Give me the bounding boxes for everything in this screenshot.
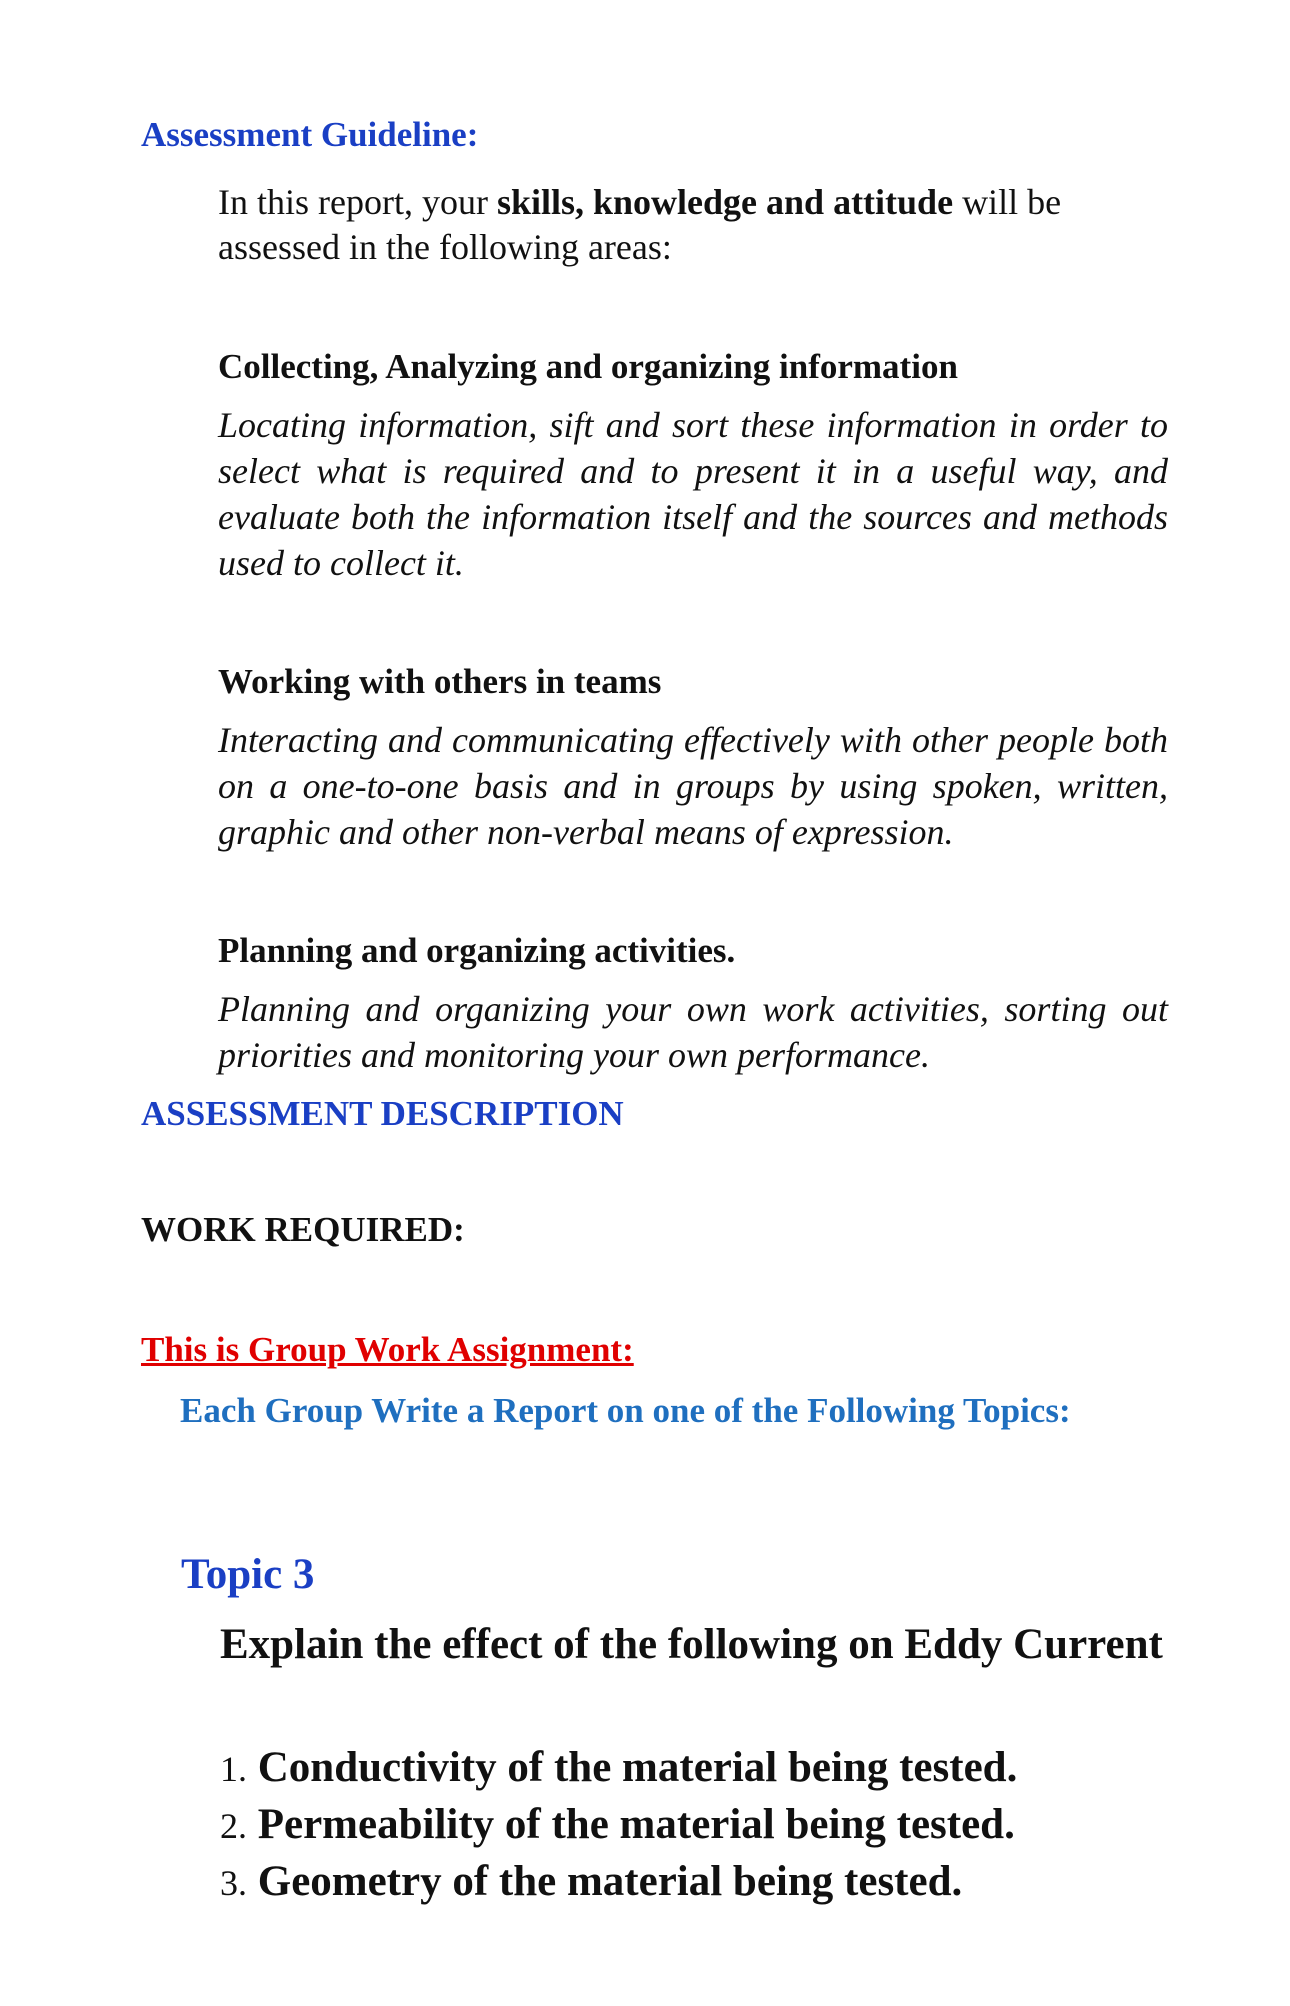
assessment-description-heading: ASSESSMENT DESCRIPTION [141, 1094, 624, 1133]
topic-list-item [220, 1854, 1017, 1911]
intro-text-start: In this report, your [218, 182, 497, 222]
topic-item-list [220, 1740, 1017, 1911]
work-required-heading: WORK REQUIRED: [141, 1210, 465, 1249]
list-item-number: 3. [220, 1863, 247, 1903]
area-description-collecting: Locating information, sift and sort these information in order to select what is required and to present it in a useful way, and evaluate both the information itself and the sources and methods used to collect it. [218, 405, 1168, 583]
group-work-heading: This is Group Work Assignment: [141, 1330, 634, 1369]
list-item-text: Permeability of the material being tested. [257, 1801, 1015, 1848]
area-description-planning: Planning and organizing your own work activities, sorting out priorities and monitoring your own performance. [218, 989, 1168, 1075]
intro-bold-text: skills, knowledge and attitude [496, 182, 954, 222]
intro-text-end: will be assessed in the following areas: [218, 182, 1062, 267]
area-title-planning: Planning and organizing activities. [218, 931, 736, 970]
list-item-number: 2. [220, 1806, 247, 1846]
guideline-intro [218, 180, 1168, 270]
topic-list-item [220, 1740, 1017, 1797]
area-title-teamwork: Working with others in teams [218, 662, 662, 701]
topics-note: Each Group Write a Report on one of the Following Topics: [180, 1391, 1071, 1430]
topic-question: Explain the effect of the following on Eddy Current [220, 1621, 1163, 1668]
list-item-text: Conductivity of the material being tested. [257, 1744, 1018, 1791]
topic-title: Topic 3 [181, 1551, 315, 1598]
area-title-collecting: Collecting, Analyzing and organizing information [218, 347, 958, 386]
topic-list-item [220, 1797, 1017, 1854]
list-item-number: 1. [220, 1749, 247, 1789]
area-description-teamwork: Interacting and communicating effectively with other people both on a one-to-one basis and in groups by using spoken, written, graphic and other non-verbal means of expression. [218, 720, 1168, 852]
assessment-guideline-heading: Assessment Guideline: [141, 115, 479, 154]
list-item-text: Geometry of the material being tested. [257, 1858, 963, 1905]
